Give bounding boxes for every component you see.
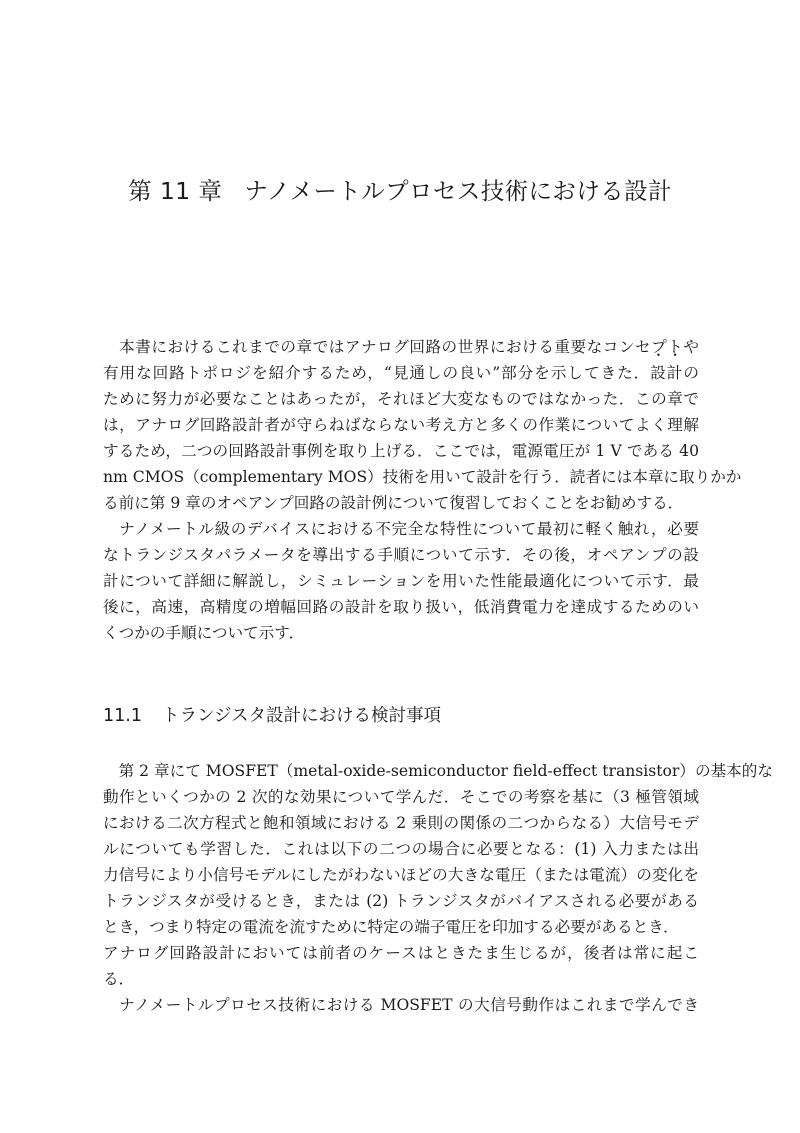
chapter-title-text: ナノメートルプロセス技術における設計	[244, 177, 672, 205]
text-line: 計について詳細に解説し，シミュレーションを用いた性能最適化について示す．最	[103, 572, 699, 590]
text-line: くつかの手順について示す．	[103, 624, 305, 642]
text-line: なトランジスタパラメータを導出する手順について示す．その後，オペアンプの設	[103, 546, 699, 564]
text-line: 力信号により小信号モデルにしたがわないほどの大きな電圧（または電流）の変化を	[103, 866, 699, 884]
text-line: は，アナログ回路設計者が守らねばならない考え方と多くの作業についてよく理解	[103, 416, 699, 434]
text-line: ナノメートル級のデバイスにおける不完全な特性について最初に軽く触れ，必要	[103, 520, 699, 538]
chapter-number: 第 11 章	[128, 177, 223, 205]
section-body	[103, 758, 773, 1018]
section-title: トランジスタ設計における検討事項	[161, 706, 442, 726]
emphasis-char: 設	[650, 364, 667, 382]
text-line: ルについても学習した．これは以下の二つの場合に必要となる：(1) 入力または出	[103, 840, 699, 858]
emphasis-char: 計	[666, 364, 684, 382]
text-line: る前に第 9 章のオペアンプ回路の設計例について復習しておくことをお勧めする．	[103, 494, 684, 512]
section-heading	[103, 702, 441, 727]
text-line: ナノメートルプロセス技術における MOSFET の大信号動作はこれまで学んでき	[103, 996, 699, 1014]
text-line: 有用な回路トポロジを紹介するため，“見通しの良い”部分を示してきた．設計の	[103, 364, 699, 382]
text-line: における二次方程式と飽和領域における 2 乗則の関係の二つからなる）大信号モデ	[103, 814, 699, 832]
text-line: nm CMOS（complementary MOS）技術を用いて設計を行う．読者には本章に取りかか	[103, 468, 742, 486]
intro-section	[103, 334, 742, 646]
text-line: 後に，高速，高精度の増幅回路の設計を取り扱い，低消費電力を達成するためのい	[103, 598, 699, 616]
text-line: 本書におけるこれまでの章ではアナログ回路の世界における重要なコンセプトや	[103, 338, 699, 356]
text-line: ために努力が必要なことはあったが，それほど大変なものではなかった．この章で	[103, 390, 699, 408]
text-line: アナログ回路設計においては前者のケースはときたま生じるが，後者は常に起こ	[103, 944, 699, 962]
text-line: る．	[103, 970, 135, 988]
section-number: 11.1	[103, 706, 142, 726]
text-line: 第 2 章にて MOSFET（metal-oxide-semiconductor field-effect transistor）の基本的な	[103, 762, 773, 780]
text-line: 動作といくつかの 2 次的な効果について学んだ．そこでの考察を基に（3 極管領域	[103, 788, 699, 806]
text-line: とき，つまり特定の電流を流すために特定の端子電圧を印加する必要があるとき．	[103, 918, 679, 936]
text-line: するため，二つの回路設計事例を取り上げる．ここでは，電源電圧が 1 V である 40	[103, 442, 699, 460]
text-line: トランジスタが受けるとき，または (2) トランジスタがバイアスされる必要がある	[103, 892, 699, 910]
chapter-title	[0, 172, 800, 206]
